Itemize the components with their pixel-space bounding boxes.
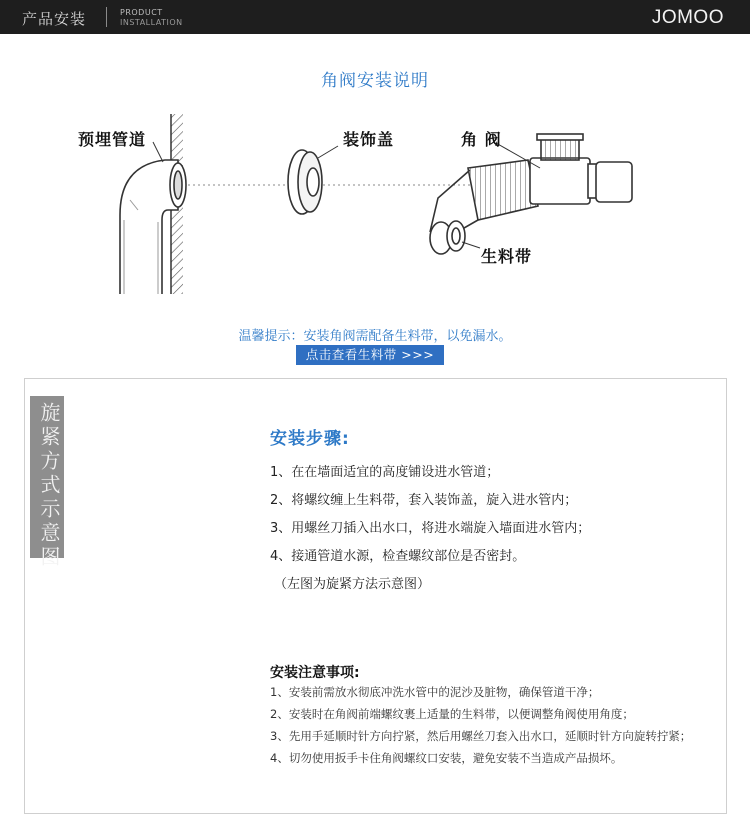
label-angle-valve: 角 阀 <box>461 130 502 149</box>
note-item: 4、切勿使用扳手卡住角阀螺纹口安装，避免安装不当造成产品损坏。 <box>270 751 623 765</box>
diagram-title: 角阀安装说明 <box>321 71 429 91</box>
steps-note: （左图为旋紧方法示意图） <box>274 577 431 592</box>
section-title-en-line2: INSTALLATION <box>120 18 183 27</box>
section-title-cn: 产品安装 <box>22 10 87 28</box>
note-item: 2、安装时在角阀前端螺纹裹上适量的生料带，以便调整角阀使用角度； <box>270 707 634 721</box>
tip-text: 温馨提示：安装角阀需配备生料带，以免漏水。 <box>238 329 512 344</box>
label-sealing-tape: 生料带 <box>481 247 533 266</box>
instructions-panel <box>24 378 727 814</box>
steps-title: 安装步骤: <box>270 429 350 449</box>
angle-valve-illustration <box>430 134 632 254</box>
step-item: 3、用螺丝刀插入出水口，将进水端旋入墙面进水管内； <box>270 521 591 536</box>
step-item: 2、将螺纹缠上生料带，套入装饰盖，旋入进水管内； <box>270 493 578 508</box>
step-item: 4、接通管道水源，检查螺纹部位是否密封。 <box>270 549 526 564</box>
label-embedded-pipe: 预埋管道 <box>78 130 147 149</box>
label-decorative-cover: 装饰盖 <box>343 130 395 149</box>
note-item: 3、先用手延顺时针方向拧紧，然后用螺丝刀套入出水口，延顺时针方向旋转拧紧； <box>270 729 692 743</box>
notes-title: 安装注意事项: <box>270 665 360 681</box>
side-tab-label: 旋紧方式示意图 <box>37 402 61 570</box>
step-item: 1、在在墙面适宜的高度铺设进水管道； <box>270 465 500 480</box>
section-title-en-line1: PRODUCT <box>120 8 163 17</box>
pipe-leader-line <box>153 142 163 162</box>
note-item: 1、安装前需放水彻底冲洗水管中的泥沙及脏物，确保管道干净； <box>270 685 600 699</box>
brand-logo: JOMOO <box>651 7 724 28</box>
view-sealing-tape-button[interactable]: 点击查看生料带 >>> <box>296 345 444 365</box>
decorative-cover-illustration <box>288 146 338 214</box>
